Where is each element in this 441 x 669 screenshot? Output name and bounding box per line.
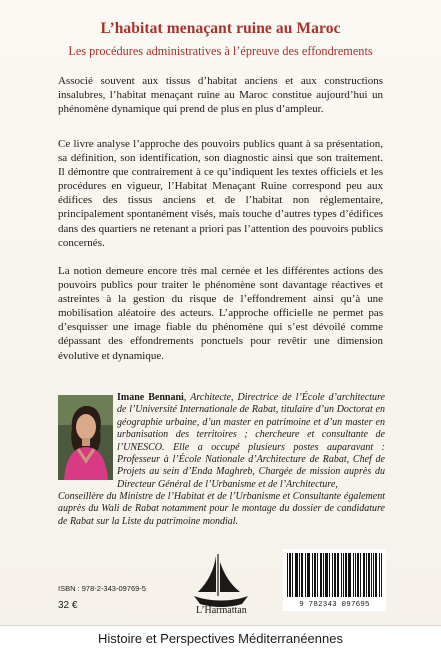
description-paragraph-2: Ce livre analyse l’approche des pouvoirs publics quant à sa présentation, sa définition, son identification, son diagnostic ainsi que son traitement. Il démontre que contrairement à ce qu’indiquent les textes officiels et les procédures en vigueur, l’Habitat Menaçant Ruine correspond peu aux édifices des tissus anciens et de l’habitat non réglementaire, principalement spontanément visés, mais touche d’autres types d’édifices dans des quartiers ne retenant a priori pas l’attention des pouvoirs publics concernés. — [58, 138, 383, 249]
description-paragraph-1: Associé souvent aux tissus d’habitat anciens et aux constructions insalubres, l’habitat menaçant ruine au Maroc constitue aujourd’hui un phénomène dynamique qui prend de plus en plus d’ampleur. — [58, 75, 383, 116]
author-bio-continued: Conseillère du Ministre de l’Habitat et de l’Urbanisme et Consultante également auprès du Wali de Rabat notamment pour le montage du dossier de candidature de Rabat sur la Liste du patrimoine mondial. — [58, 491, 385, 527]
publisher-logo-icon — [190, 552, 252, 612]
author-bio: Imane Bennani, Architecte, Directrice de l’École d’architecture de l’Université Internationale de Rabat, titulaire d’un Doctorat en géographie urbaine, d’un master en patrimoine et d’un master en urbanisation des territoires ; chercheure et consultante de l’UNESCO. Elle a occupé plusieurs postes auparavant : Professeur à l’École Nationale d’Architecture de Rabat, Chef de Projets au sein d’Enda Maghreb, Chargée de mission auprès du Directeur Général de l’Urbanisme et de l’Architecture, — [117, 392, 385, 490]
collection-name: Histoire et Perspectives Méditerranéennes — [98, 631, 343, 646]
book-subtitle: Les procédures administratives à l’épreuve des effondrements — [68, 44, 373, 58]
description-paragraph-3: La notion demeure encore très mal cernée et les différentes actions des pouvoirs publics pour traiter le phénomène sont davantage réactives et astreintes à la gestion du risque de l’effondrement ainsi qu’à une mobilisation aléatoire des acteurs. L’approche officielle ne permet pas d’esquisser une image fiable du phénomène qui s’est dévoilé comme dépassant des effondrements ponctuels pour revêtir une dimension évolutive et dynamique. — [58, 265, 383, 362]
author-photo — [58, 395, 113, 480]
author-bio-text: Architecte, Directrice de l’École d’architecture de l’Université Internationale de Rabat, titulaire d’un Doctorat en géographie urbaine, d’un master en patrimoine et d’un master en urbanisation des territoires ; chercheure et consultante de l’UNESCO. Elle a occupé plusieurs postes auparavant : Professeur à l’École Nationale d’Architecture de Rabat, Chef de Projets au sein d’Enda Maghreb, Chargée de mission auprès du Directeur Général de l’Urbanisme et de l’Architecture, — [117, 392, 385, 490]
publisher-name: L’Harmattan — [196, 605, 247, 616]
barcode-number: 9 782343 097695 — [299, 601, 370, 609]
price: 32 € — [58, 600, 78, 611]
book-title: L’habitat menaçant ruine au Maroc — [100, 20, 341, 37]
isbn: ISBN : 978-2-343-09769-5 — [58, 584, 146, 593]
author-name: Imane Bennani — [117, 392, 184, 403]
barcode-bars-icon — [283, 549, 386, 601]
barcode — [283, 549, 386, 611]
